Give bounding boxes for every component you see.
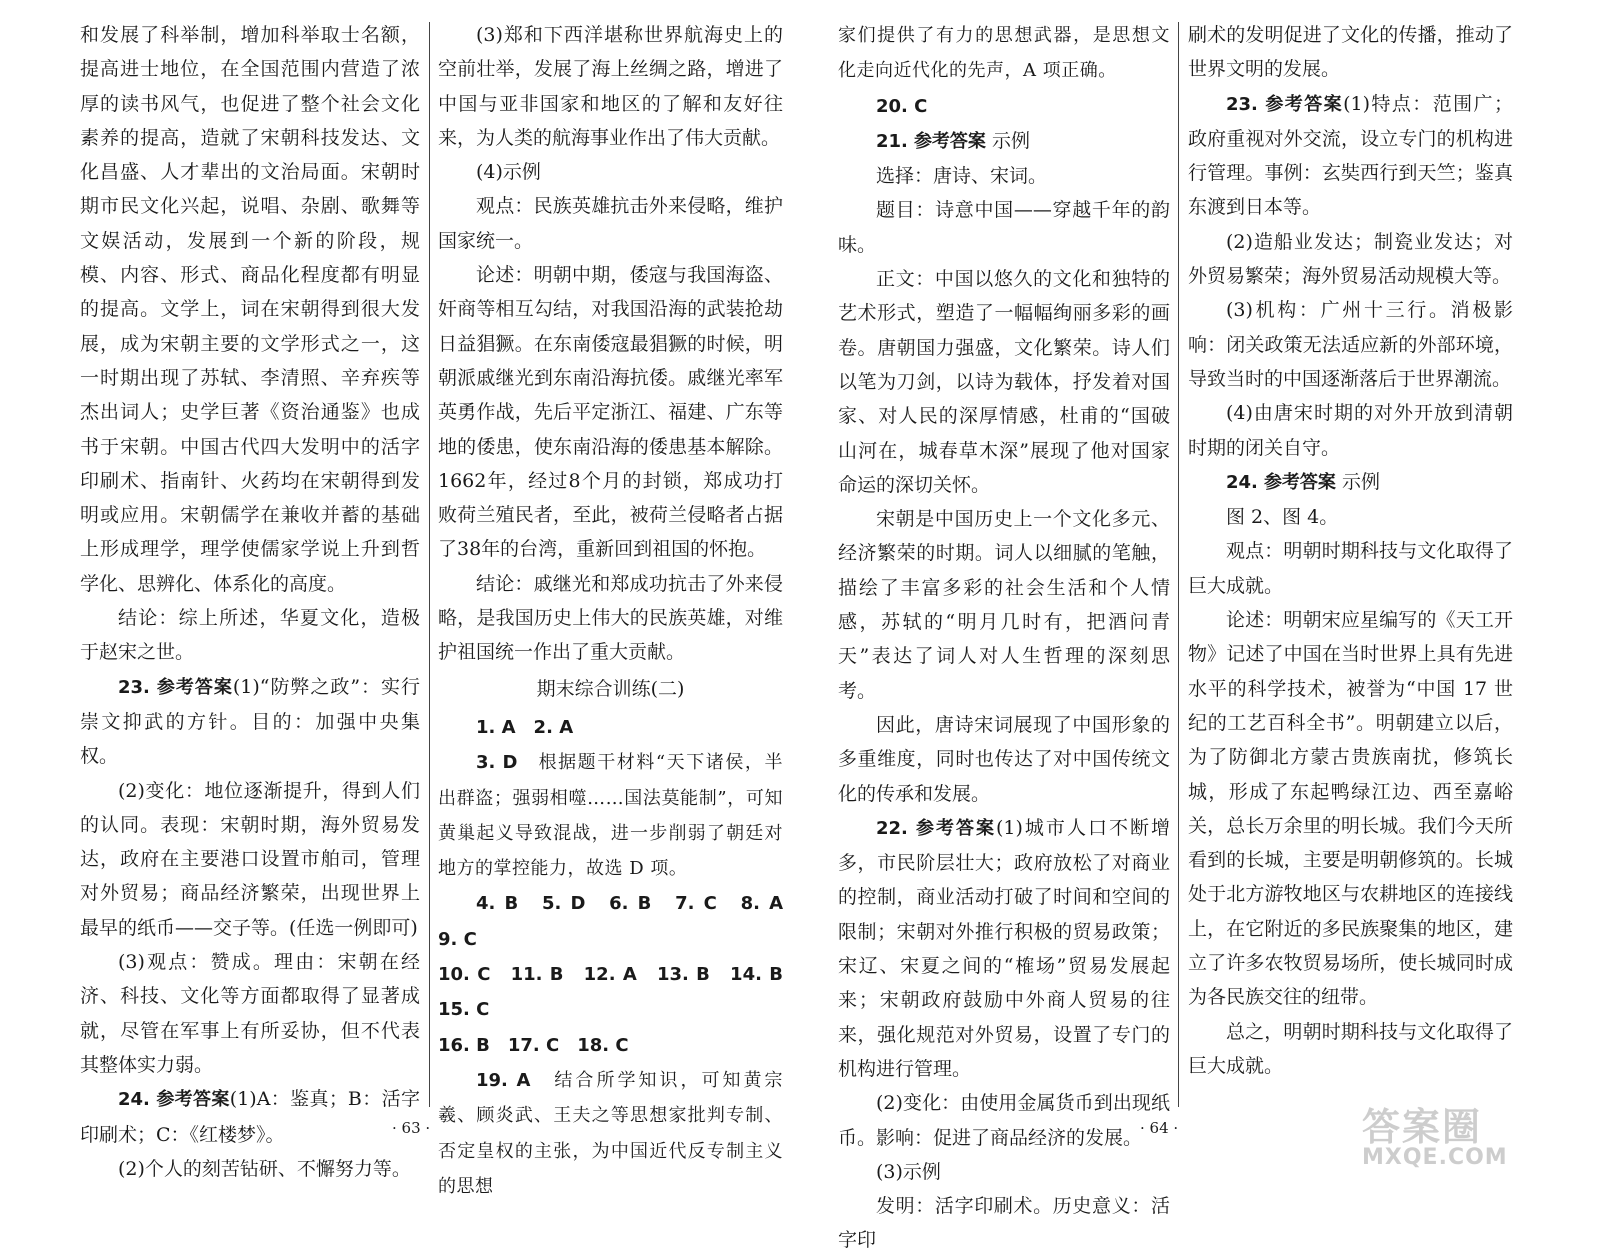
answers-text: 20. C	[876, 95, 928, 117]
answers-text: 1. A 2. A	[476, 716, 574, 738]
right-page-column-1	[838, 18, 1170, 1258]
answer-explanation: 根据题干材料“天下诸侯，半出群盗；强弱相噬……国法莫能制”，可知黄巢起义导致混战，进一步削弱了朝廷对地方的掌控能力，故选 D 项。	[438, 752, 783, 880]
paragraph-text: 家们提供了有力的思想武器，是思想文化走向近代化的先声，A 项正确。	[838, 25, 1170, 82]
answer-23	[80, 670, 420, 774]
paragraph: 正文：中国以悠久的文化和独特的艺术形式，塑造了一幅幅绚丽多彩的画卷。唐朝国力强盛，文化繁荣。诗人们以笔为刀剑，以诗为载体，抒发着对国家、对人民的深厚情感，杜甫的“国破山河在，城春草木深”展现了他对国家命运的深切关怀。	[838, 268, 1170, 496]
answer-24	[80, 1082, 420, 1152]
page-number-63: · 63 ·	[392, 1119, 431, 1137]
answer-3	[438, 745, 783, 886]
answer-text: (1)A：鉴真；B：活字印刷术；C：《红楼梦》。	[80, 1088, 420, 1146]
answer-choice: D	[502, 752, 518, 774]
question-number: 24.	[118, 1089, 150, 1111]
answers-text: 16. B 17. C 18. C	[438, 1034, 629, 1056]
answer-text: (1)“防弊之政”：实行崇文抑武的方针。目的：加强中央集权。	[80, 675, 421, 768]
left-page-column-2	[438, 18, 801, 1204]
answer-label: 参考答案	[156, 1089, 230, 1111]
paragraph: 结论：综上所述，华夏文化，造极于赵宋之世。	[80, 607, 420, 664]
answer-list	[438, 710, 783, 745]
paragraph: 观点：民族英雄抗击外来侵略，维护国家统一。	[438, 195, 783, 252]
paragraph: 宋朝是中国历史上一个文化多元、经济繁荣的时期。词人以细腻的笔触，描绘了丰富多彩的社会生活和个人情感，苏轼的“明月几时有，把酒问青天”表达了词人对人生哲理的深刻思考。	[838, 508, 1170, 702]
question-number: 22.	[876, 817, 908, 839]
paragraph: 题目：诗意中国——穿越千年的韵味。	[838, 199, 1170, 256]
right-page-column-2	[1188, 18, 1513, 1083]
paragraph: 总之，明朝时期科技与文化取得了巨大成就。	[1188, 1020, 1513, 1077]
answers-text: 4. B 5. D 6. B 7. C 8. A 9. C	[438, 893, 801, 950]
answer-label: 参考答案	[913, 130, 986, 152]
answer-text: (1)城市人口不断增多，市民阶层壮大；政府放松了对商业的控制，商业活动打破了时间和空间的限制；宋朝对外推行积极的贸易政策；宋辽、宋夏之间的“榷场”贸易发展起来；宋朝政府鼓励中外商人贸易的往来，强化规范对外贸易，设置了专门的机构进行管理。	[838, 816, 1170, 1080]
paragraph	[838, 18, 1170, 89]
answer-label: 参考答案	[915, 817, 996, 839]
question-number: 21.	[876, 130, 908, 152]
left-page-column-1	[80, 18, 420, 1186]
paragraph: 选择：唐诗、宋词。	[876, 165, 1048, 188]
paragraph: 论述：明朝中期，倭寇与我国海盗、奸商等相互勾结，对我国沿海的武装抢劫日益猖獗。在东南倭寇最猖獗的时候，明朝派戚继光到东南沿海抗倭。戚继光率军英勇作战，先后平定浙江、福建、广东等地的倭患，使东南沿海的倭患基本解除。1662年，经过8个月的封锁，郑成功打败荷兰殖民者，至此，被荷兰侵略者占据了38年的台湾，重新回到祖国的怀抱。	[438, 264, 783, 561]
paragraph: (4)示例	[476, 161, 541, 184]
paragraph: (3)示例	[876, 1160, 941, 1183]
paragraph: (3)观点：赞成。理由：宋朝在经济、科技、文化等方面都取得了显著成就，尽管在军事上有所妥协，但不代表其整体实力弱。	[80, 951, 420, 1076]
paragraph: (3)郑和下西洋堪称世界航海史上的空前壮举，发展了海上丝绸之路，增进了中国与亚非国家和地区的了解和友好往来，为人类的航海事业作出了伟大贡献。	[438, 24, 783, 149]
answer-label: 参考答案	[1265, 93, 1344, 115]
answer-24	[1188, 465, 1513, 500]
watermark	[1362, 1096, 1592, 1170]
answer-23	[1188, 87, 1513, 225]
paragraph: 刷术的发明促进了文化的传播，推动了世界文明的发展。	[1188, 24, 1513, 81]
question-number: 19.	[476, 1069, 508, 1091]
question-number: 23.	[118, 676, 150, 698]
answer-label: 参考答案	[156, 676, 233, 698]
answer-explanation: 结合所学知识，可知黄宗羲、顾炎武、王夫之等思想家批判专制、否定皇权的主张，为中国近代反专制主义的思想	[438, 1069, 784, 1197]
paragraph: 发明：活字印刷术。历史意义：活字印	[838, 1195, 1170, 1252]
answer-choice: A	[516, 1069, 531, 1091]
paragraph: (4)由唐宋时期的对外开放到清朝时期的闭关自守。	[1188, 402, 1513, 459]
answer-text: 示例	[1341, 470, 1380, 493]
paragraph: 论述：明朝宋应星编写的《天工开物》记述了中国在当时世界上具有先进水平的科学技术，被誉为“中国 17 世纪的工艺百科全书”。明朝建立以后，为了防御北方蒙古贵族南扰，修筑长城，形成了东起鸭绿江边、西至嘉峪关，总长万余里的明长城。我们今天所看到的长城，主要是明朝修筑的。长城处于北方游牧地区与农耕地区的连接线上，在它附近的多民族聚集的地区，建立了许多农牧贸易场所，使长城同时成为各民族交往的纽带。	[1188, 609, 1513, 1009]
paragraph: 和发展了科举制，增加科举取士名额，提高进士地位，在全国范围内营造了浓厚的读书风气，也促进了整个社会文化素养的提高，造就了宋朝科技发达、文化昌盛、人才辈出的文治局面。宋朝时期市民文化兴起，说唱、杂剧、歌舞等文娱活动，发展到一个新的阶段，规模、内容、形式、商品化程度都有明显的提高。文学上，词在宋朝得到很大发展，成为宋朝主要的文学形式之一，这一时期出现了苏轼、李清照、辛弃疾等杰出词人；史学巨著《资治通鉴》也成书于宋朝。中国古代四大发明中的活字印刷术、指南针、火药均在宋朝得到发明或应用。宋朝儒学在兼收并蓄的基础上形成理学，理学使儒家学说上升到哲学化、思辨化、体系化的高度。	[80, 24, 420, 595]
answer-list	[438, 957, 801, 1028]
answer-label: 参考答案	[1263, 471, 1336, 493]
answer-list	[838, 89, 1170, 124]
answer-text: (1)特点：范围广；政府重视对外交流，设立专门的机构进行管理。事例：玄奘西行到天竺；鉴真东渡到日本等。	[1188, 92, 1513, 219]
paragraph: (2)变化：地位逐渐提升，得到人们的认同。表现：宋朝时期，海外贸易发达，政府在主要港口设置市舶司，管理对外贸易；商品经济繁荣，出现世界上最早的纸币——交子等。(任选一例即可)	[80, 779, 420, 939]
question-number: 3.	[476, 752, 496, 774]
paragraph: 结论：戚继光和郑成功抗击了外来侵略，是我国历史上伟大的民族英雄，对维护祖国统一作出了重大贡献。	[438, 572, 783, 664]
paragraph: 图 2、图 4。	[1226, 506, 1339, 529]
answer-21	[838, 124, 1170, 159]
question-number: 24.	[1226, 471, 1258, 493]
page-number-64: · 64 ·	[1140, 1119, 1179, 1137]
answer-list	[438, 1028, 783, 1063]
paragraph: 观点：明朝时期科技与文化取得了巨大成就。	[1188, 540, 1513, 597]
column-divider	[1178, 22, 1179, 1107]
paragraph: 因此，唐诗宋词展现了中国形象的多重维度，同时也传达了对中国传统文化的传承和发展。	[838, 713, 1170, 805]
section-heading: 期末综合训练(二)	[536, 677, 685, 700]
paragraph: (2)个人的刻苦钻研、不懈努力等。	[118, 1157, 411, 1180]
paragraph: (2)造船业发达；制瓷业发达；对外贸易繁荣；海外贸易活动规模大等。	[1188, 230, 1513, 288]
answer-list	[438, 886, 801, 957]
paragraph: (2)变化：由使用金属货币到出现纸币。影响：促进了商品经济的发展。	[838, 1092, 1170, 1149]
answer-19	[438, 1063, 783, 1204]
answers-text: 10. C 11. B 12. A 13. B 14. B 15. C	[438, 964, 801, 1021]
column-divider	[429, 22, 430, 1107]
answer-text: 示例	[991, 129, 1030, 152]
answer-22	[838, 811, 1170, 1086]
watermark-url: MXQE.COM	[1362, 1145, 1508, 1170]
question-number: 23.	[1226, 93, 1258, 115]
watermark-logo: 答案圈	[1362, 1105, 1483, 1149]
paragraph: (3)机构：广州十三行。消极影响：闭关政策无法适应新的外部环境，导致当时的中国逐渐落后于世界潮流。	[1188, 299, 1513, 390]
